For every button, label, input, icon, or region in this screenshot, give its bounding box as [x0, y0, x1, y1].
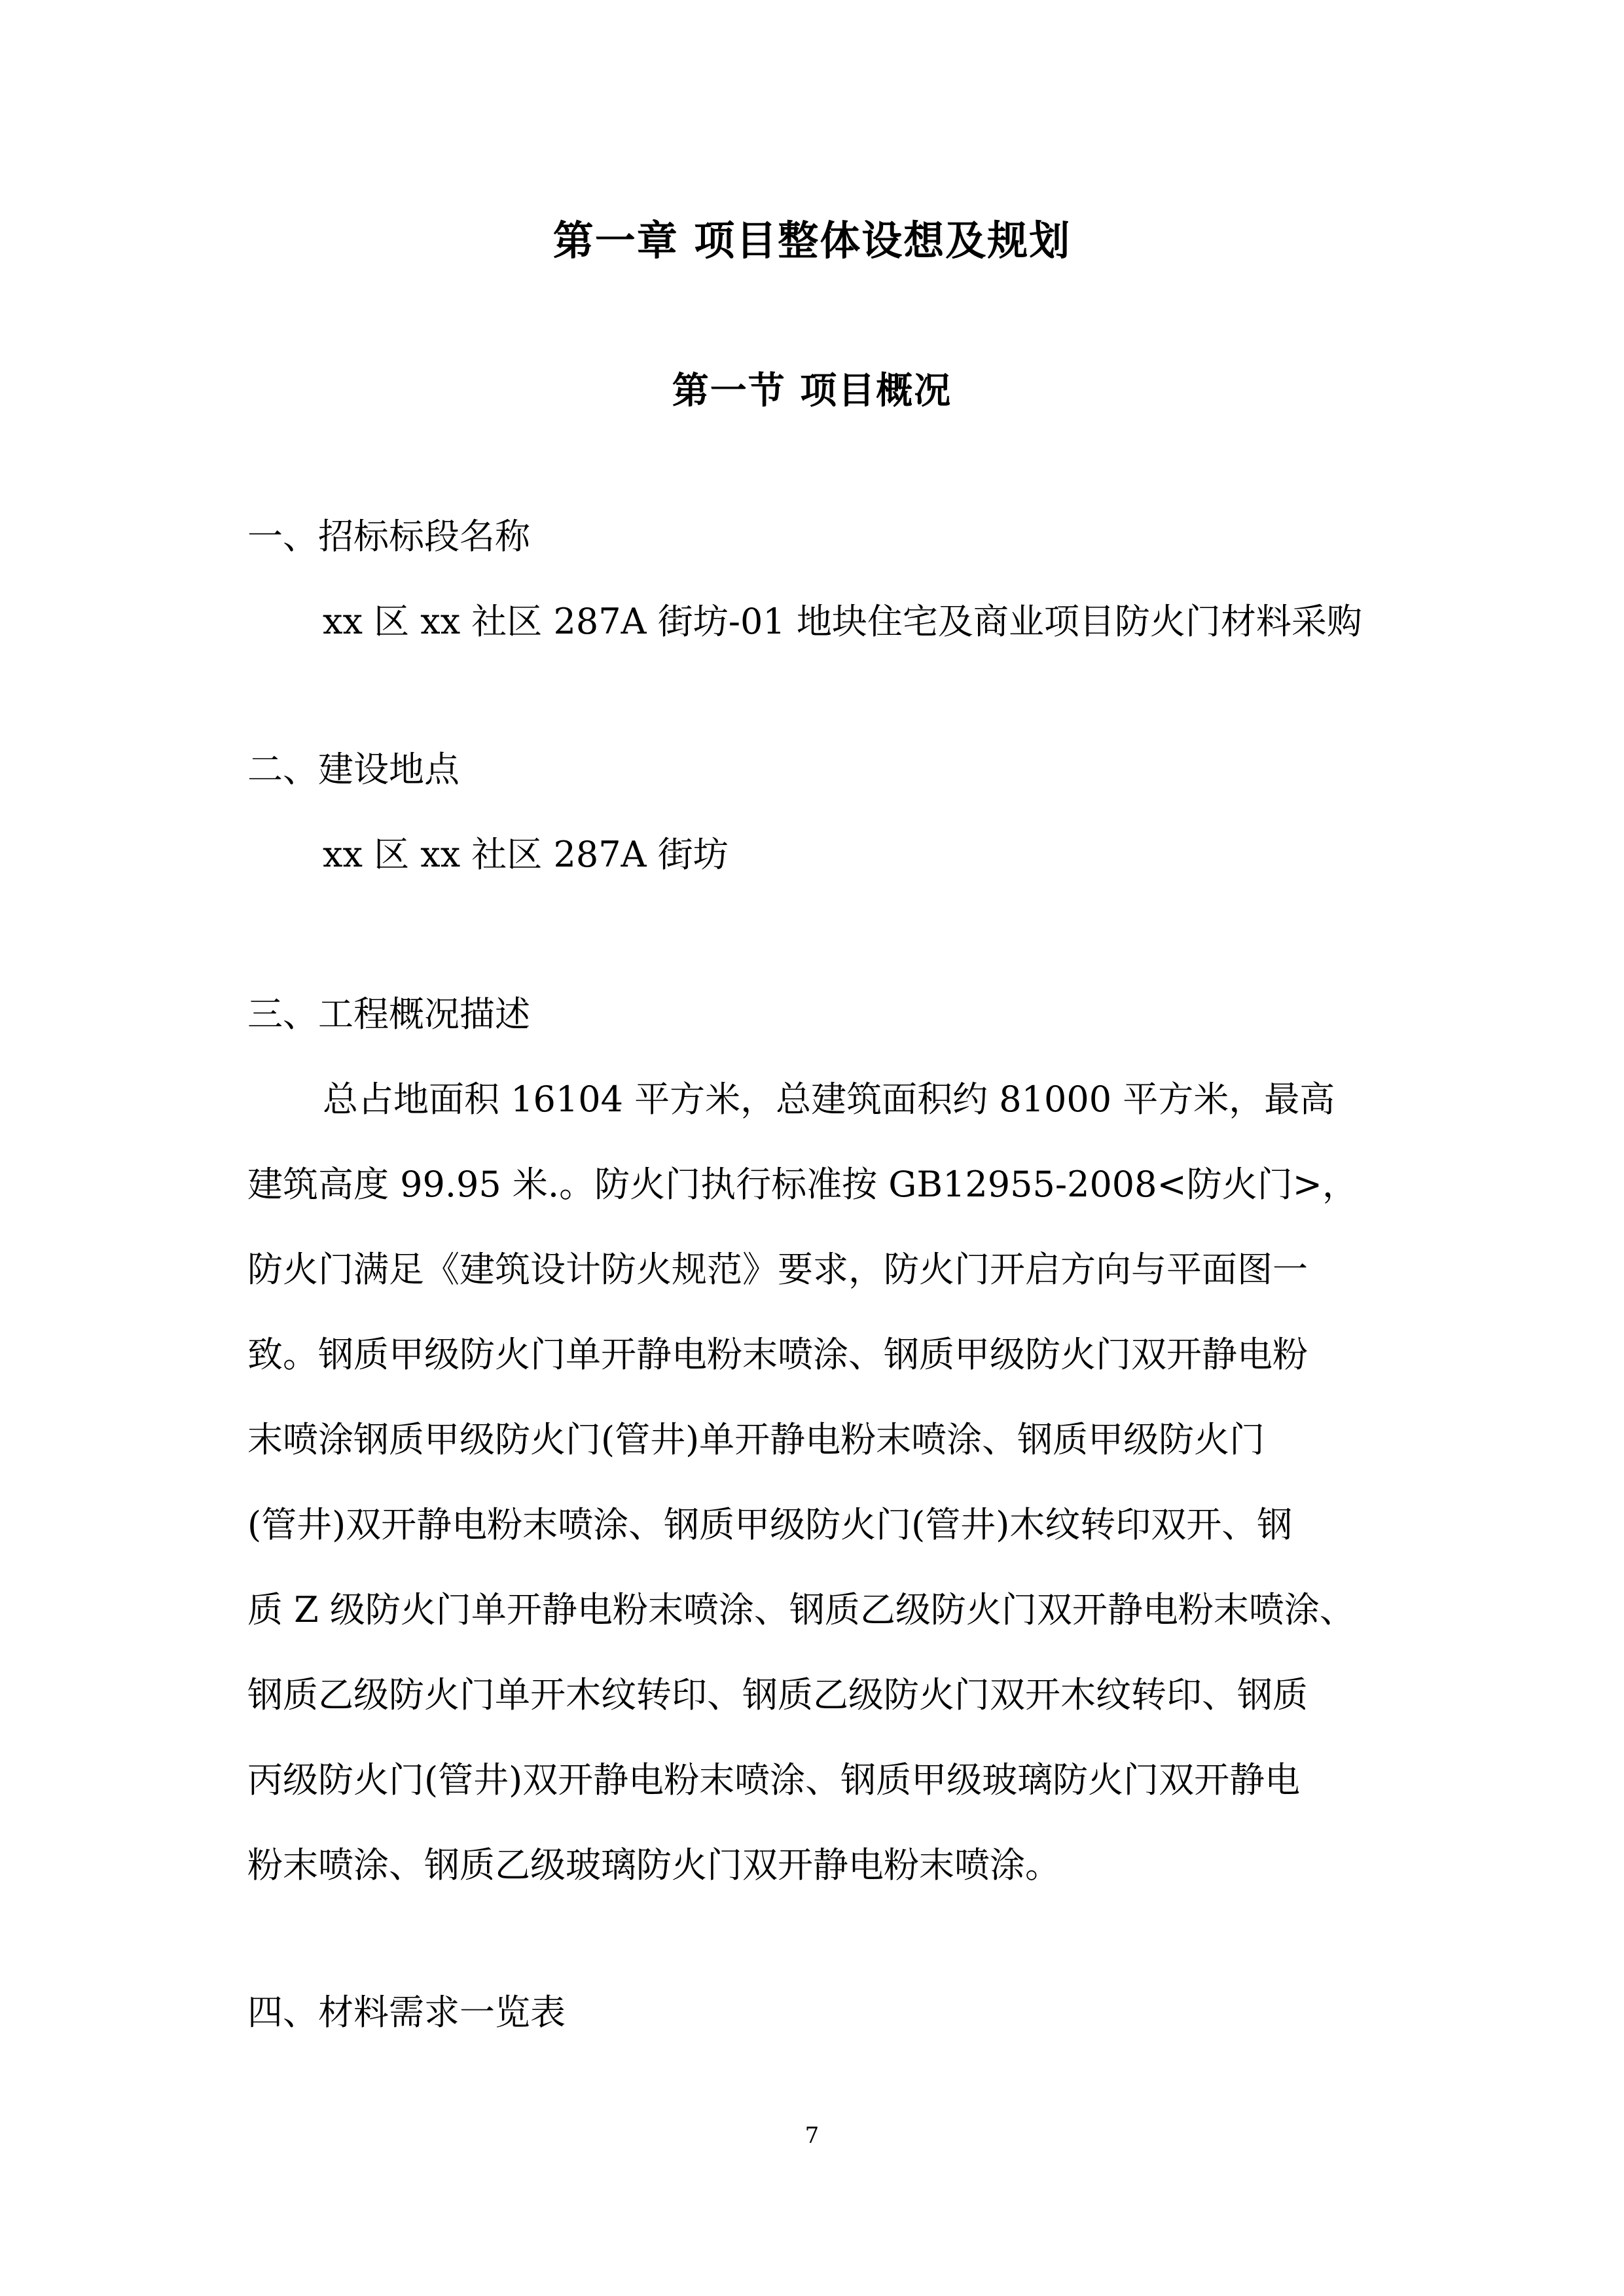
chapter-title: 第一章 项目整体设想及规划	[552, 217, 1072, 264]
heading-bid-section-name: 一、招标标段名称	[247, 516, 530, 557]
paragraph-line: 建筑高度 99.95 米.。防火门执行标准按 GB12955-2008<防火门>，	[247, 1164, 1358, 1205]
heading-material-list: 四、材料需求一览表	[247, 1992, 566, 2033]
paragraph-line: 质 Z 级防火门单开静电粉末喷涂、钢质乙级防火门双开静电粉末喷涂、	[247, 1589, 1355, 1630]
paragraph-line: (管井)双开静电粉末喷涂、钢质甲级防火门(管井)木纹转印双开、钢	[247, 1504, 1293, 1545]
heading-project-overview: 三、工程概况描述	[247, 994, 530, 1035]
project-overview-paragraph	[247, 1067, 1393, 1918]
paragraph-line: 丙级防火门(管井)双开静电粉末喷涂、钢质甲级玻璃防火门双开静电	[247, 1759, 1301, 1801]
paragraph-line: 粉末喷涂、钢质乙级玻璃防火门双开静电粉末喷涂。	[247, 1844, 1060, 1886]
bid-section-name-text: xx 区 xx 社区 287A 街坊-01 地块住宅及商业项目防火门材料采购	[323, 601, 1362, 642]
construction-site-text: xx 区 xx 社区 287A 街坊	[323, 834, 729, 875]
paragraph-line: 防火门满足《建筑设计防火规范》要求，防火门开启方向与平面图一	[247, 1249, 1308, 1290]
paragraph-line: 总占地面积 16104 平方米，总建筑面积约 81000 平方米，最高	[323, 1079, 1335, 1120]
section-title: 第一节 项目概况	[672, 370, 952, 412]
paragraph-line: 末喷涂钢质甲级防火门(管井)单开静电粉末喷涂、钢质甲级防火门	[247, 1419, 1265, 1460]
heading-construction-site: 二、建设地点	[247, 749, 460, 790]
page-number: 7	[804, 2123, 820, 2149]
paragraph-line: 钢质乙级防火门单开木纹转印、钢质乙级防火门双开木纹转印、钢质	[247, 1674, 1308, 1715]
paragraph-line: 致。钢质甲级防火门单开静电粉末喷涂、钢质甲级防火门双开静电粉	[247, 1334, 1308, 1375]
